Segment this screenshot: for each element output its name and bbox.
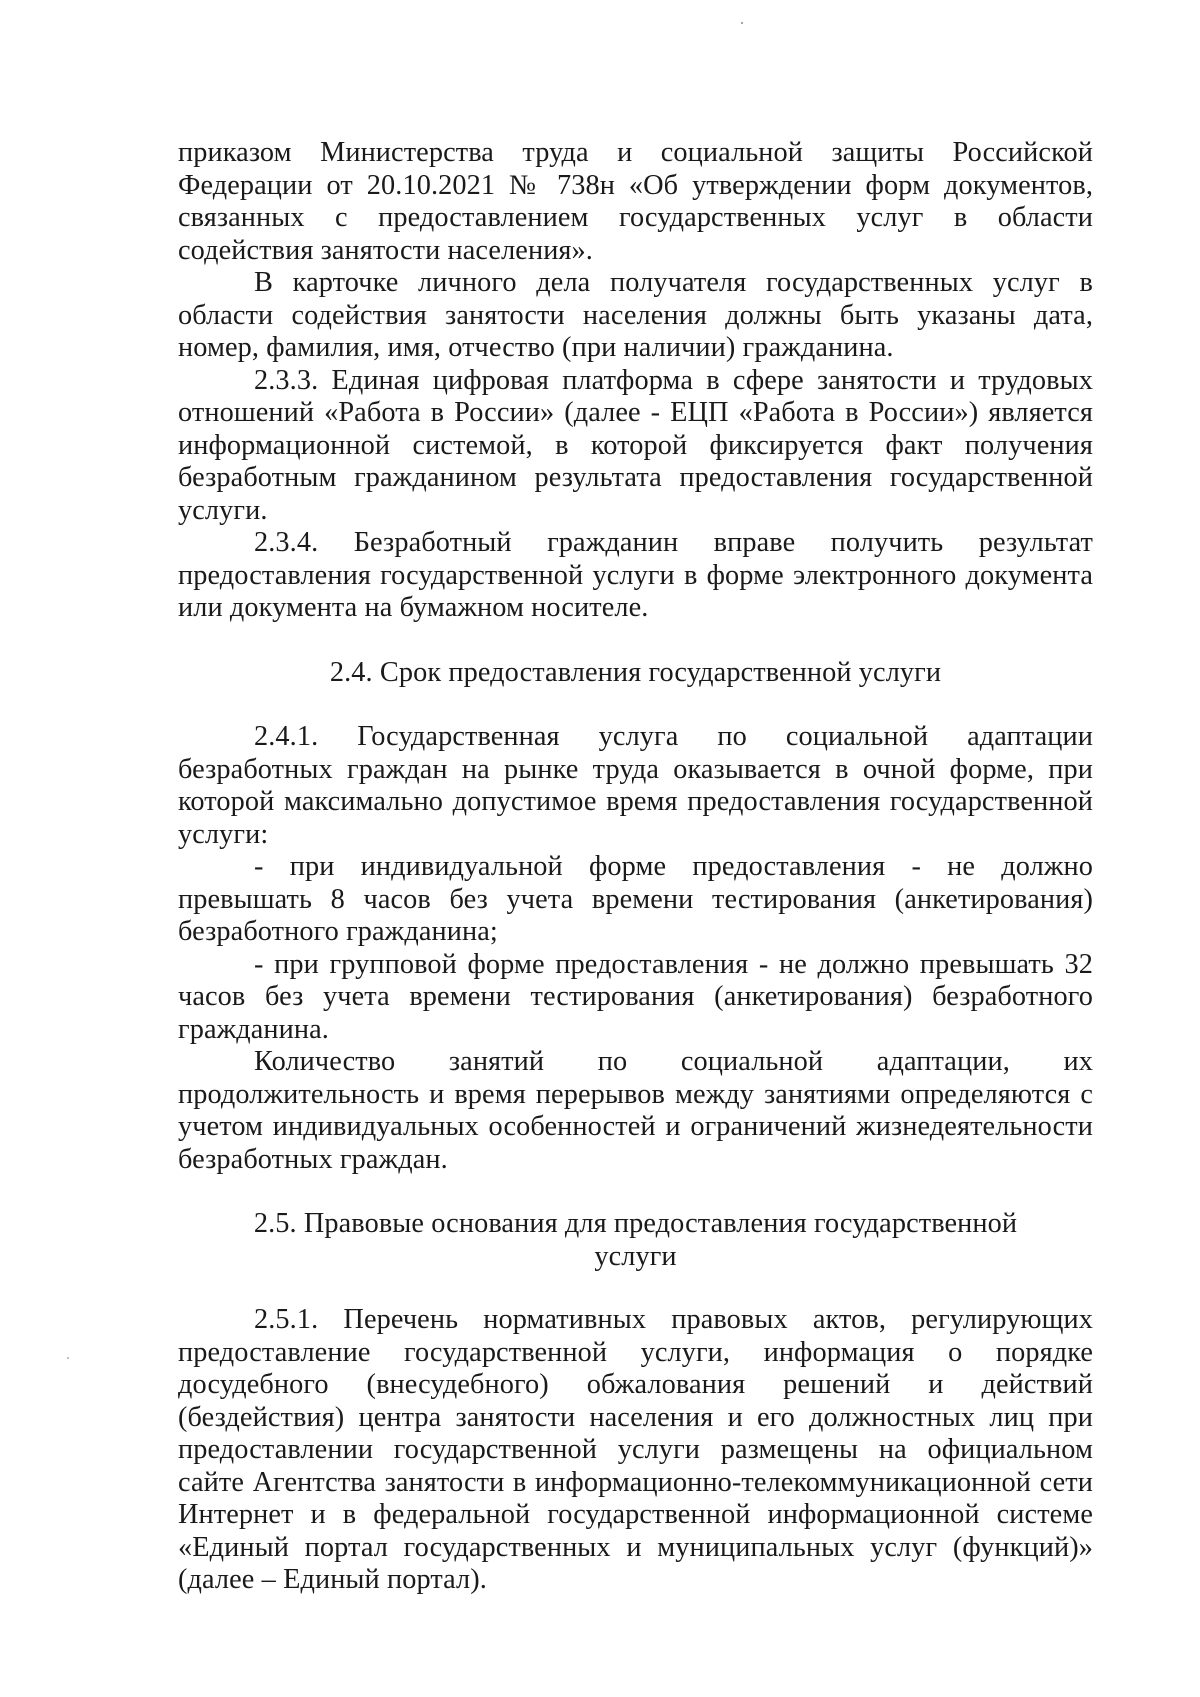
paragraph: 2.3.3. Единая цифровая платформа в сфере занятости и трудовых отношений «Работа в России» (далее - ЕЦП «Работа в России») является информационной системой, в которой фиксируется факт получения безработным гражданином результата предоставления государственной услуги. bbox=[178, 364, 1093, 526]
section-heading-line: услуги bbox=[594, 1240, 677, 1272]
paragraph: Количество занятий по социальной адаптации, их продолжительность и время перерывов между занятиями определяются с учетом индивидуальных особенностей и ограничений жизнедеятельности безработных граждан. bbox=[178, 1046, 1093, 1175]
paragraph: 2.3.4. Безработный гражданин вправе получить результат предоставления государственной услуги в форме электронного документа или документа на бумажном носителе. bbox=[178, 527, 1093, 623]
paragraph: 2.5.1. Перечень нормативных правовых актов, регулирующих предоставление государственной услуги, информация о порядке досудебного (внесудебного) обжалования решений и действий (бездействия) центра занятости населения и его должностных лиц при предоставлении государственной услуги размещены на официальном сайте Агентства занятости в информационно-телекоммуникационной сети Интернет и в федеральной государственной информационной системе «Единый портал государственных и муниципальных услуг (функций)» (далее – Единый портал). bbox=[178, 1304, 1093, 1595]
document-body bbox=[178, 137, 1093, 1597]
section-heading-line: 2.5. Правовые основания для предоставления государственной bbox=[253, 1208, 1018, 1239]
list-item: - при индивидуальной форме предоставления - не должно превышать 8 часов без учета времени тестирования (анкетирования) безработного гражданина; bbox=[178, 851, 1093, 947]
list-item: - при групповой форме предоставления - не должно превышать 32 часов без учета времени тестирования (анкетирования) безработного гражданина. bbox=[178, 948, 1093, 1045]
paragraph: приказом Министерства труда и социальной защиты Российской Федерации от 20.10.2021 № 738н «Об утверждении форм документов, связанных с предоставлением государственных услуг в области содействия занятости населения». bbox=[178, 137, 1093, 266]
paragraph: В карточке личного дела получателя государственных услуг в области содействия занятости населения должны быть указаны дата, номер, фамилия, имя, отчество (при наличии) гражданина. bbox=[178, 267, 1093, 363]
paragraph: 2.4.1. Государственная услуга по социальной адаптации безработных граждан на рынке труда оказывается в очной форме, при которой максимально допустимое время предоставления государственной услуги: bbox=[178, 721, 1093, 850]
scan-speck bbox=[741, 22, 743, 24]
section-heading-2-4: 2.4. Срок предоставления государственной услуги bbox=[329, 656, 942, 688]
section-heading-2-5 bbox=[178, 1208, 1093, 1273]
scan-speck bbox=[67, 1357, 69, 1359]
